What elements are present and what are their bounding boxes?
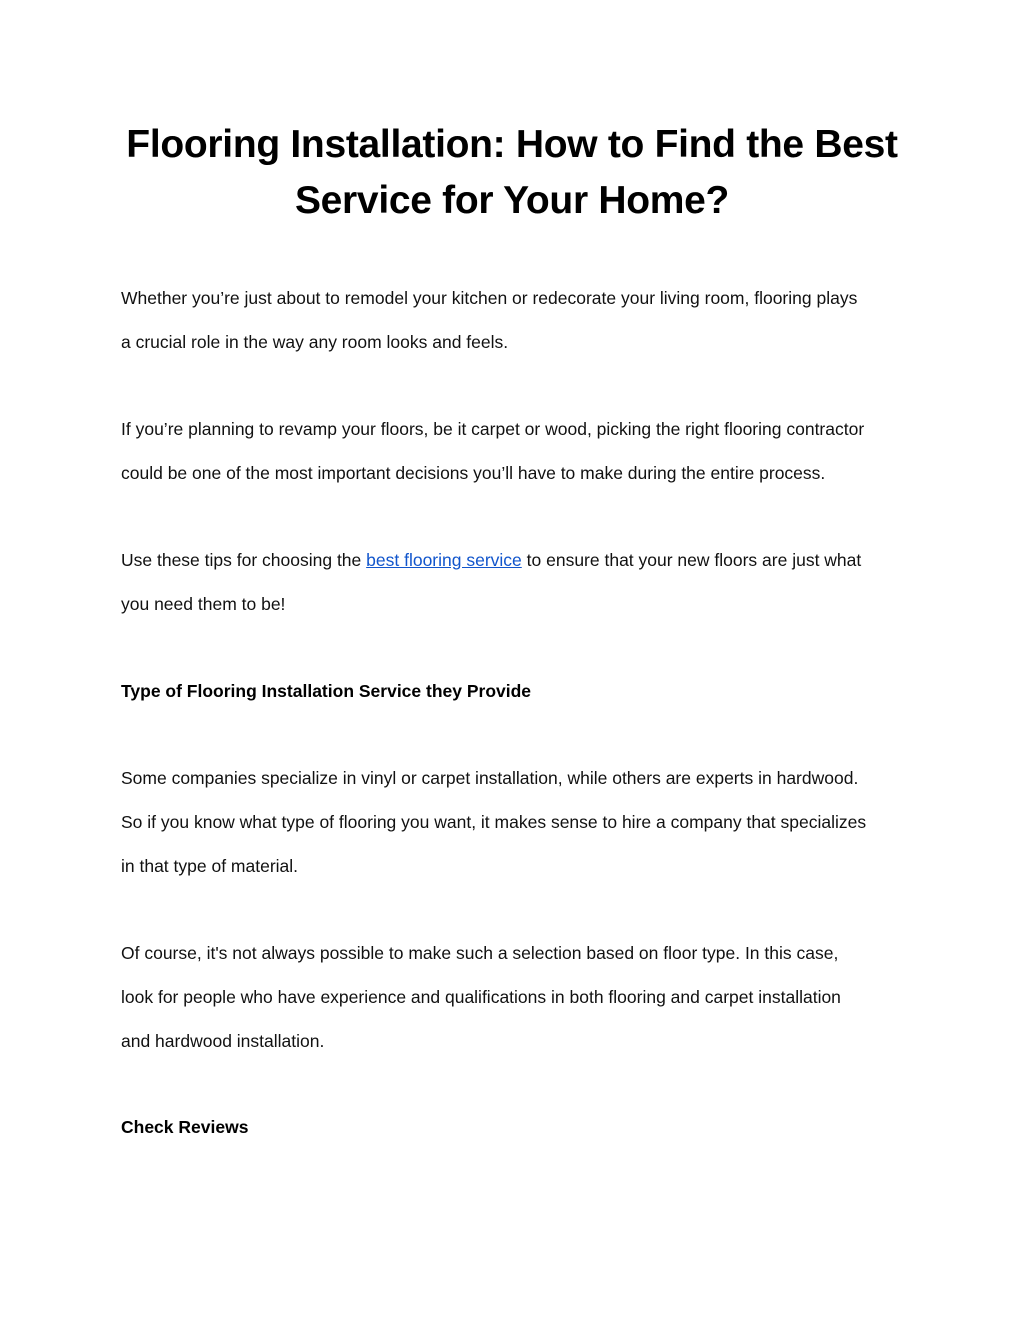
specialization-line-2: So if you know what type of flooring you want, it makes sense to hire a company that specializes xyxy=(121,812,867,832)
title-line-2: Service for Your Home? xyxy=(294,179,730,222)
tips-line-2: you need them to be! xyxy=(121,594,286,614)
intro-line-1: Whether you’re just about to remodel your kitchen or redecorate your living room, flooring plays xyxy=(121,288,858,308)
planning-line-2: could be one of the most important decisions you’ll have to make during the entire process. xyxy=(121,463,826,483)
experience-line-1: Of course, it's not always possible to make such a selection based on floor type. In this case, xyxy=(121,943,839,963)
experience-line-3: and hardwood installation. xyxy=(121,1031,325,1051)
tips-text-after-link: to ensure that your new floors are just what xyxy=(521,550,862,570)
section-heading-check-reviews: Check Reviews xyxy=(121,1117,249,1137)
title-line-1: Flooring Installation: How to Find the Best xyxy=(126,123,898,166)
tips-line-1 xyxy=(121,538,921,582)
specialization-paragraph xyxy=(121,756,921,888)
planning-paragraph xyxy=(121,407,921,495)
specialization-line-3: in that type of material. xyxy=(121,856,299,876)
experience-line-2: look for people who have experience and qualifications in both flooring and carpet installation xyxy=(121,987,841,1007)
intro-paragraph xyxy=(121,276,921,364)
best-flooring-service-link[interactable]: best flooring service xyxy=(366,550,522,570)
page-title xyxy=(100,117,924,229)
experience-paragraph xyxy=(121,931,921,1063)
tips-paragraph xyxy=(121,538,921,626)
tips-text-before-link: Use these tips for choosing the xyxy=(121,550,367,570)
intro-line-2: a crucial role in the way any room looks and feels. xyxy=(121,332,509,352)
specialization-line-1: Some companies specialize in vinyl or carpet installation, while others are experts in hardwood. xyxy=(121,768,859,788)
planning-line-1: If you’re planning to revamp your floors, be it carpet or wood, picking the right flooring contractor xyxy=(121,419,865,439)
section-heading-service-type: Type of Flooring Installation Service they Provide xyxy=(121,681,532,701)
